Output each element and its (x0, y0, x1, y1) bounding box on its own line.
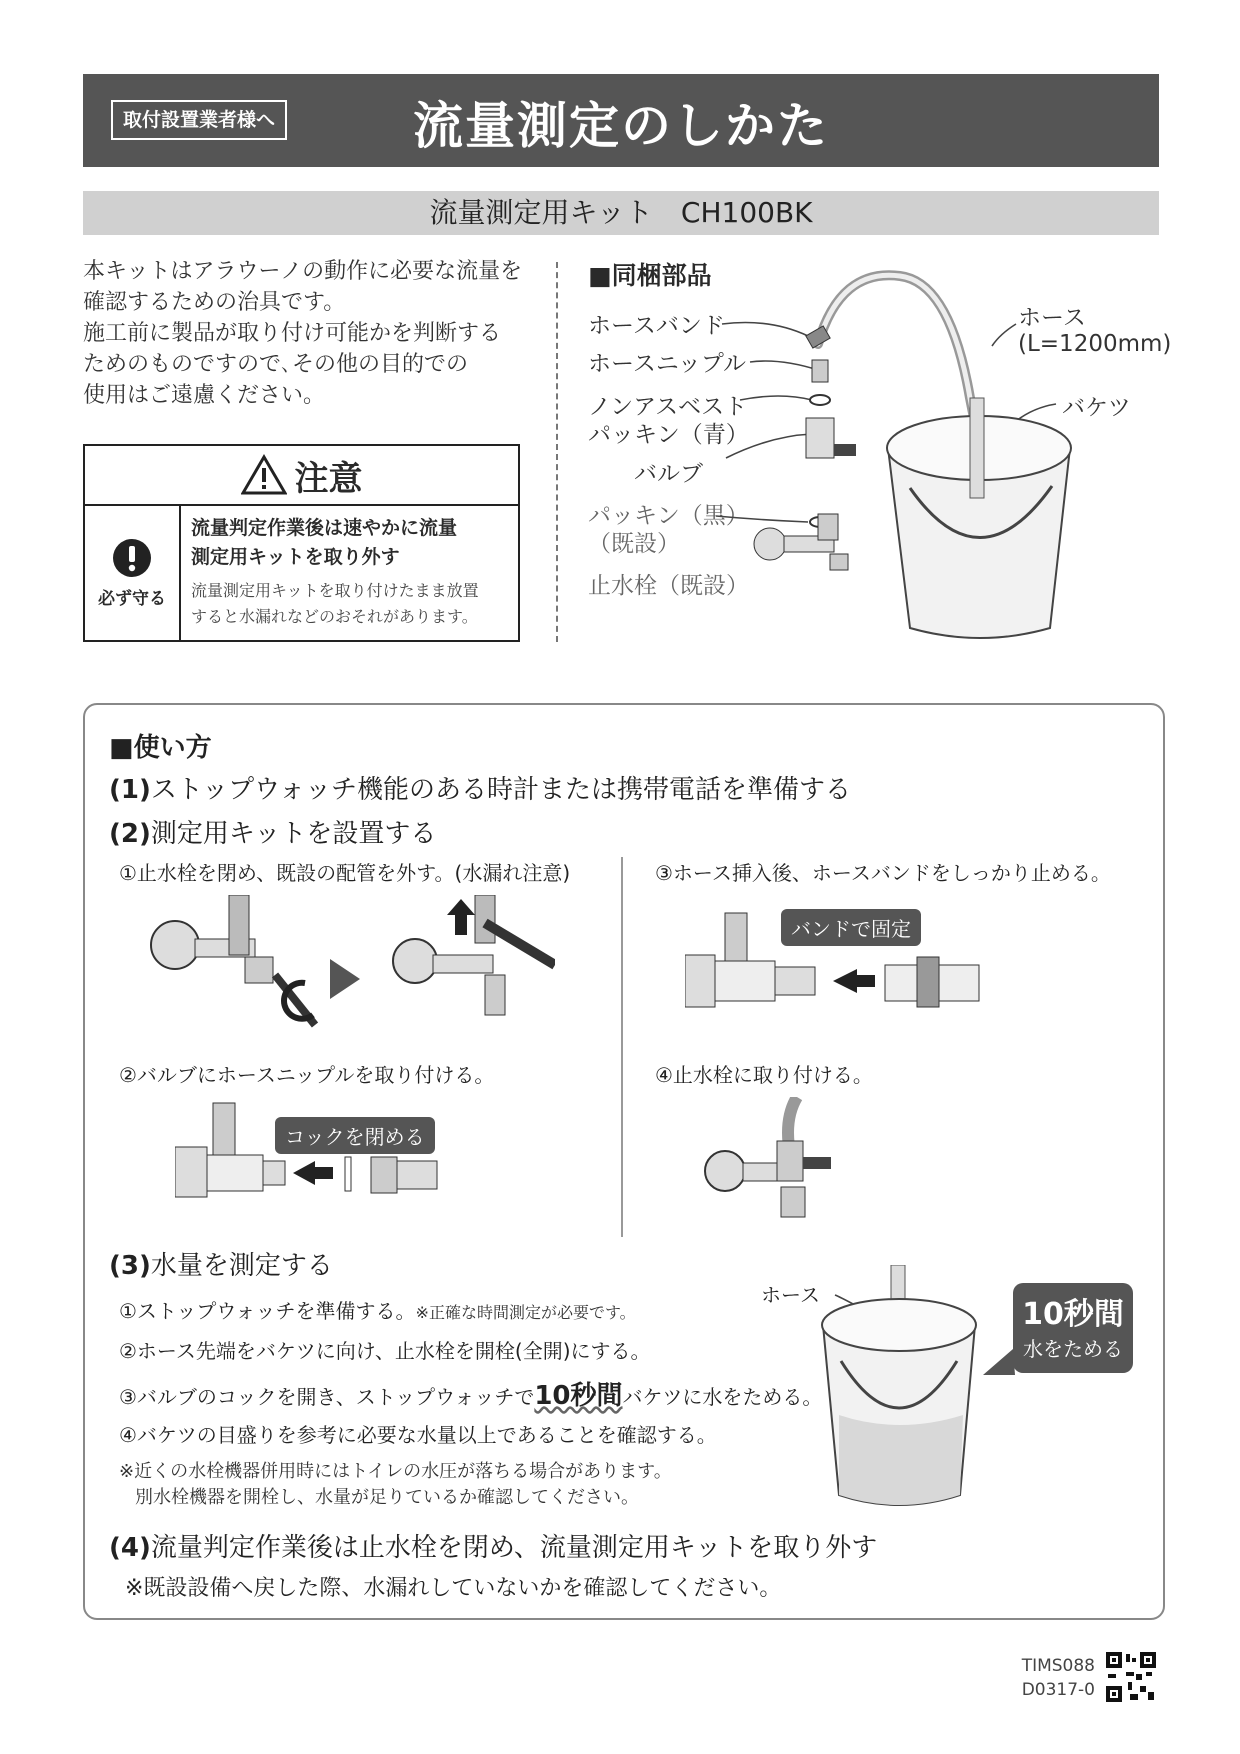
label-packing-black-2: （既設） (588, 531, 680, 557)
substep-text: バケツに水をためる。 (622, 1385, 823, 1409)
caution-text-line: 流量測定用キットを取り付けたまま放置 (191, 581, 479, 600)
intro-line: 確認するための治具です。 (83, 290, 346, 315)
caution-headline-line: 測定用キットを取り外す (191, 546, 400, 568)
doc-code-1: TIMS088 (1021, 1656, 1095, 1676)
ten-second-badge (1013, 1283, 1133, 1373)
step-3-note (119, 1459, 672, 1511)
step-text: 測定用キットを設置する (150, 819, 437, 849)
label-stop-valve: 止水栓（既設） (588, 573, 749, 599)
warning-triangle-icon (241, 454, 287, 496)
qr-code-icon[interactable] (1106, 1652, 1156, 1702)
step-4 (109, 1527, 877, 1564)
substep-2-2: ②バルブにホースニップルを取り付ける。 (119, 1063, 495, 1087)
parts-illustration (700, 258, 1140, 648)
caution-text-line: すると水漏れなどのおそれがあります。 (191, 607, 478, 626)
remove-pipe-illustration (135, 895, 555, 1045)
page-header (83, 74, 1159, 167)
caution-title (85, 446, 518, 506)
attach-stopvalve-illustration (685, 1097, 885, 1237)
exclamation-circle-icon (112, 538, 152, 578)
intro-line: 使用はご遠慮ください。 (83, 383, 326, 408)
note-line: 別水栓機器を開栓し、水量が足りているか確認してください。 (135, 1487, 639, 1508)
caution-box (83, 444, 520, 642)
intro-line: 本キットはアラウーノの動作に必要な流量を (83, 259, 523, 284)
caution-headline (191, 514, 508, 572)
step-number: (3) (109, 1251, 151, 1281)
label-packing-blue-2: パッキン（青） (588, 422, 749, 448)
intro-line: 施工前に製品が取り付け可能かを判断する (83, 321, 502, 346)
step-text: ストップウォッチ機能のある時計または携帯電話を準備する (150, 775, 852, 805)
emphasis-10sec: 10秒間 (534, 1381, 623, 1411)
caution-title-text: 注意 (294, 458, 363, 499)
step-2 (109, 813, 436, 850)
substep-2-4: ④止水栓に取り付ける。 (655, 1063, 873, 1087)
usage-title: ■使い方 (109, 733, 212, 763)
step-1 (109, 769, 851, 806)
label-hose-nipple: ホースニップル (588, 351, 747, 377)
substep-2-3: ③ホース挿入後、ホースバンドをしっかり止める。 (655, 861, 1111, 885)
label-valve: バルブ (634, 461, 703, 487)
substep-3-4: ④バケツの目盛りを参考に必要な水量以上であることを確認する。 (119, 1423, 717, 1447)
step-divider (621, 857, 623, 1237)
kit-name-bar: 流量測定用キット CH100BK (83, 191, 1159, 235)
step-text: 流量判定作業後は止水栓を閉め、流量測定用キットを取り外す (150, 1533, 878, 1563)
label-hose-2: ホース (761, 1283, 820, 1307)
substep-text: ③バルブのコックを開き、ストップウォッチで (119, 1385, 535, 1409)
callout-cock: コックを閉める (275, 1117, 435, 1154)
page-title: 流量測定のしかた (413, 97, 829, 155)
ten-second-sub: 水をためる (1023, 1337, 1123, 1361)
label-packing-blue-1: ノンアスベスト (588, 394, 748, 420)
substep-text: ①ストップウォッチを準備する。 (119, 1299, 416, 1323)
intro-line: ためのものですので､その他の目的での (83, 352, 469, 377)
label-hose-band: ホースバンド (588, 313, 725, 339)
label-hose: ホース (1018, 305, 1086, 331)
ten-second-label: 10秒間 (1022, 1297, 1124, 1332)
callout-band: バンドで固定 (781, 909, 921, 946)
step-text: 水量を測定する (150, 1251, 333, 1281)
label-hose-length: (L=1200mm) (1018, 331, 1172, 357)
step-3 (109, 1245, 333, 1282)
substep-note: ※正確な時間測定が必要です。 (415, 1303, 636, 1322)
parts-title: ■同梱部品 (588, 261, 712, 290)
substep-3-1 (119, 1295, 636, 1324)
label-packing-black-1: パッキン（黒） (588, 503, 749, 529)
must-follow-block (85, 506, 181, 640)
substep-2-1: ①止水栓を閉め、既設の配管を外す。(水漏れ注意) (119, 861, 571, 885)
step-number: (1) (109, 775, 151, 805)
doc-code-2: D0317-0 (1021, 1680, 1095, 1700)
substep-3-3 (119, 1375, 822, 1412)
intro-text (83, 256, 523, 411)
caution-headline-line: 流量判定作業後は速やかに流量 (191, 517, 458, 539)
usage-box (83, 703, 1165, 1620)
step-number: (4) (109, 1533, 151, 1563)
step-number: (2) (109, 819, 151, 849)
divider (556, 262, 558, 642)
note-line: ※近くの水栓機器併用時にはトイレの水圧が落ちる場合があります。 (119, 1461, 672, 1482)
caution-text (191, 578, 508, 630)
substep-3-2: ②ホース先端をバケツに向け、止水栓を開栓(全開)にする。 (119, 1339, 651, 1363)
header-tag: 取付設置業者様へ (111, 100, 287, 140)
label-bucket: バケツ (1062, 395, 1131, 421)
must-label: 必ず守る (98, 588, 166, 609)
step-4-note: ※既設設備へ戻した際、水漏れしていないかを確認してください。 (125, 1576, 782, 1601)
